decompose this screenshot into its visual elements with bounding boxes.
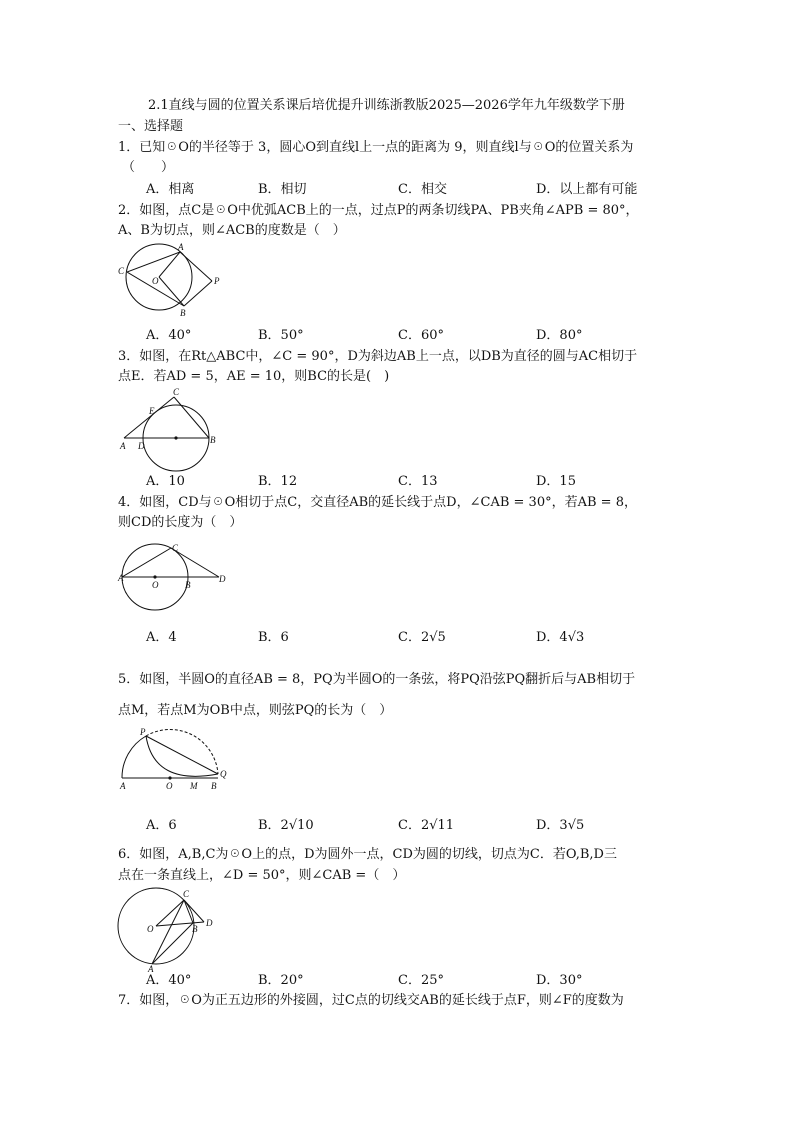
question-5-option-a: A．6 [146, 818, 177, 833]
question-4-option-a: A．4 [146, 630, 177, 645]
label-o: O [166, 781, 173, 791]
chord-ac [152, 900, 184, 964]
question-6-stem-line-2: 点在一条直线上，∠D = 50°，则∠CAB =（ ） [118, 868, 406, 883]
question-5-figure [118, 726, 230, 796]
label-a: A [120, 781, 126, 791]
question-7-stem-line-1: 7．如图，☉O为正五边形的外接圆，过C点的切线交AB的延长线于点F，则∠F的度数为 [118, 993, 624, 1008]
tangent-pb [184, 281, 212, 306]
question-2-option-b: B．50° [258, 328, 304, 343]
question-6-option-a: A．40° [146, 973, 192, 988]
tangent-pa [180, 252, 212, 281]
question-2-option-c: C．60° [398, 328, 444, 343]
question-5-option-b: B．2√10 [258, 818, 314, 833]
question-3-option-c: C．13 [398, 474, 438, 489]
question-4-option-b: B．6 [258, 630, 289, 645]
chord-ab [152, 923, 193, 964]
document-title: 2.1直线与圆的位置关系课后培优提升训练浙教版2025—2026学年九年级数学下册 [148, 98, 625, 113]
question-1-stem-line-1: 1．已知☉O的半径等于 3，圆心O到直线l上一点的距离为 9，则直线l与☉O的位置关系为 [118, 140, 634, 155]
label-b: B [180, 308, 186, 318]
question-3-option-d: D．15 [536, 474, 576, 489]
radius-oc [156, 900, 184, 926]
question-1-stem-line-2: （ ） [122, 160, 175, 175]
question-2-option-d: D．80° [536, 328, 583, 343]
question-3-figure [116, 388, 226, 468]
center-point [153, 575, 156, 578]
label-d: D [219, 574, 226, 584]
question-3-option-b: B．12 [258, 474, 298, 489]
question-3-option-a: A．10 [146, 474, 185, 489]
semicircle-arc [122, 736, 146, 778]
label-c: C [173, 387, 180, 397]
segment-cb [174, 397, 209, 438]
label-d: D [206, 918, 213, 928]
question-6-option-c: C．25° [398, 973, 444, 988]
label-a: A [148, 964, 154, 974]
question-4-option-d: D．4√3 [536, 630, 585, 645]
segment-ac [122, 548, 171, 577]
question-3-stem-line-1: 3．如图，在Rt△ABC中，∠C = 90°，D为斜边AB上一点，以DB为直径的圆与AC相切于 [118, 349, 638, 364]
question-5-stem-line-1: 5．如图，半圆O的直径AB = 8，PQ为半圆O的一条弦，将PQ沿弦PQ翻折后与AB相切于 [118, 672, 636, 687]
question-6-option-b: B．20° [258, 973, 304, 988]
label-b: B [192, 924, 198, 934]
label-e: E [149, 406, 155, 416]
question-2-stem-line-1: 2．如图，点C是☉O中优弧ACB上的一点，过点P的两条切线PA、PB夹角∠APB = 80°， [118, 203, 639, 218]
question-5-option-c: C．2√11 [398, 818, 455, 833]
question-5-option-d: D．3√5 [536, 818, 585, 833]
label-b: B [210, 435, 216, 445]
question-3-stem-line-2: 点E．若AD = 5，AE = 10，则BC的长是( ) [118, 369, 390, 384]
question-1-option-c: C．相交 [398, 182, 447, 197]
label-o: O [152, 276, 159, 286]
center-point [168, 776, 171, 779]
label-a: A [118, 573, 124, 583]
question-5-stem-line-2: 点M，若点M为OB中点，则弦PQ的长为（ ） [118, 703, 393, 718]
label-c: C [118, 266, 125, 276]
question-1-option-d: D．以上都有可能 [536, 182, 638, 197]
label-o: O [147, 924, 154, 934]
label-a: A [120, 441, 126, 451]
label-b: B [211, 781, 217, 791]
question-6-figure [114, 884, 226, 972]
dashed-arc [146, 729, 218, 774]
question-2-stem-line-2: A、B为切点，则∠ACB的度数是（ ） [118, 223, 346, 238]
label-d: D [138, 441, 145, 451]
label-o: O [152, 580, 159, 590]
question-6-stem-line-1: 6．如图，A,B,C为☉O上的点，D为圆外一点，CD为圆的切线，切点为C．若O,B,D三 [118, 847, 617, 862]
question-1-option-b: B．相切 [258, 182, 307, 197]
section-heading: 一、选择题 [118, 119, 184, 134]
question-4-stem-line-1: 4．如图，CD与☉O相切于点C，交直径AB的延长线于点D，∠CAB = 30°，若AB = 8， [118, 495, 637, 510]
label-p: P [214, 276, 220, 286]
segment-ac [124, 397, 174, 438]
tangent-cd [171, 548, 219, 577]
question-4-option-c: C．2√5 [398, 630, 446, 645]
question-4-stem-line-2: 则CD的长度为（ ） [118, 515, 243, 530]
question-2-option-a: A．40° [146, 328, 192, 343]
label-p: P [140, 727, 146, 737]
label-b: B [185, 580, 191, 590]
label-c: C [172, 543, 179, 553]
question-6-option-d: D．30° [536, 973, 583, 988]
question-4-figure [118, 538, 230, 620]
radius-ob [159, 277, 184, 306]
question-1-option-a: A．相离 [146, 182, 195, 197]
tangent-cd [184, 900, 204, 922]
label-m: M [190, 781, 198, 791]
chord-pq [146, 736, 218, 774]
label-a: A [178, 242, 184, 252]
question-2-figure [114, 244, 224, 324]
center-point [174, 436, 177, 439]
label-c: C [183, 889, 190, 899]
label-q: Q [220, 769, 227, 779]
